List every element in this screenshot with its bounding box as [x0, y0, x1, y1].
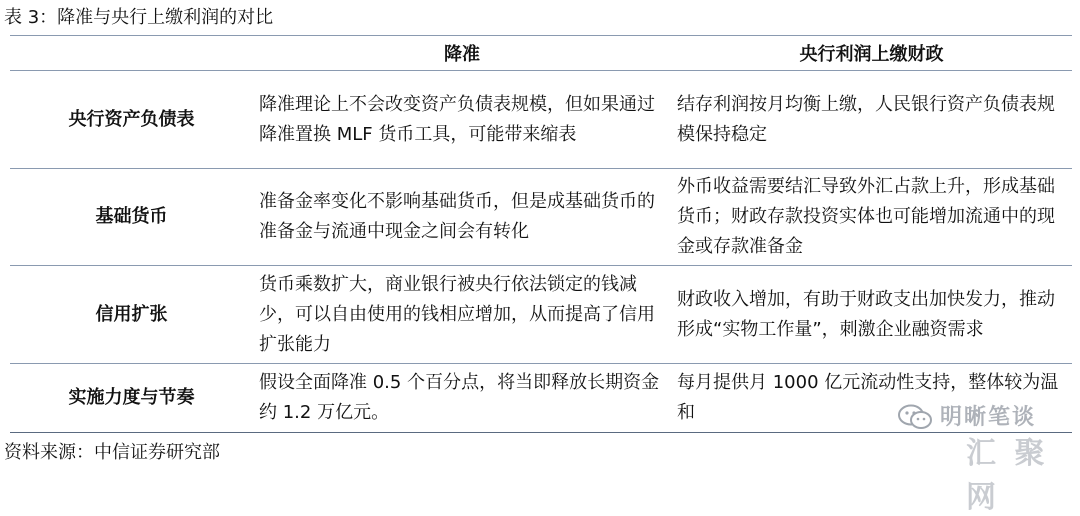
rrr-cut-cell: 降准理论上不会改变资产负债表规模，但如果通过降准置换 MLF 货币工具，可能带来缩表 — [253, 71, 671, 169]
table-header-row — [10, 36, 1072, 71]
table-caption: 表 3：降准与央行上缴利润的对比 — [4, 7, 274, 28]
rrr-cut-cell: 假设全面降准 0.5 个百分点，将当即释放长期资金约 1.2 万亿元。 — [253, 364, 671, 433]
row-label: 央行资产负债表 — [10, 71, 253, 169]
rrr-cut-cell: 准备金率变化不影响基础货币，但是成基础货币的准备金与流通中现金之间会有转化 — [253, 169, 671, 266]
row-label: 实施力度与节奏 — [10, 364, 253, 433]
table-row — [10, 266, 1072, 364]
row-label: 基础货币 — [10, 169, 253, 266]
watermark — [880, 398, 1070, 515]
rrr-cut-cell: 货币乘数扩大，商业银行被央行依法锁定的钱减少，可以自由使用的钱相应增加，从而提高了信用扩张能力 — [253, 266, 671, 364]
comparison-table — [10, 35, 1072, 433]
watermark-mark: 汇 聚网 — [966, 436, 1049, 515]
profit-remit-cell: 结存利润按月均衡上缴，人民银行资产负债表规模保持稳定 — [671, 71, 1072, 169]
row-label: 信用扩张 — [10, 266, 253, 364]
source-note: 资料来源：中信证券研究部 — [4, 442, 220, 463]
wechat-icon — [898, 404, 932, 430]
header-corner — [10, 36, 253, 71]
profit-remit-cell: 外币收益需要结汇导致外汇占款上升，形成基础货币；财政存款投资实体也可能增加流通中的现金或存款准备金 — [671, 169, 1072, 266]
watermark-text: 明晰笔谈 — [940, 405, 1037, 430]
header-rrr-cut: 降准 — [253, 36, 671, 71]
header-profit-remit: 央行利润上缴财政 — [671, 36, 1072, 71]
table-row — [10, 169, 1072, 266]
table-row — [10, 71, 1072, 169]
profit-remit-cell: 财政收入增加，有助于财政支出加快发力，推动形成“实物工作量”，刺激企业融资需求 — [671, 266, 1072, 364]
profit-remit-cell: 每月提供月 1000 亿元流动性支持，整体较为温和 — [671, 364, 1072, 433]
